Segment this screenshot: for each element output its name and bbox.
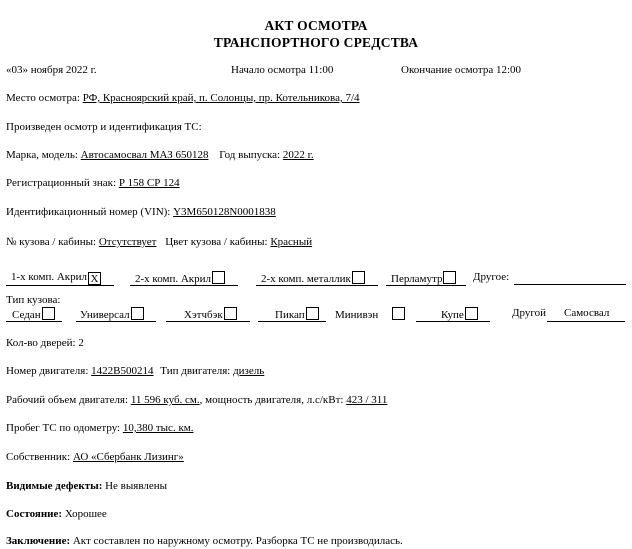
body-number-row <box>6 236 312 248</box>
title-line-2: ТРАНСПОРТНОГО СРЕДСТВА <box>213 35 419 50</box>
body-type-underline-1 <box>6 321 62 322</box>
paint-option-1-label: 1-х комп. Акрил <box>11 271 88 283</box>
condition-label: Состояние: <box>6 508 63 520</box>
place-value: РФ, Красноярский край, п. Солонцы, пр. Котельникова, 7/4 <box>82 92 360 104</box>
condition-row <box>6 508 107 520</box>
place-label: Место осмотра: <box>6 92 80 104</box>
body-type-option-2-label: Универсал <box>80 309 130 321</box>
identification-text: Произведен осмотр и идентификация ТС: <box>6 121 202 133</box>
color-label: Цвет кузова / кабины: <box>165 236 268 248</box>
paint-option-1 <box>11 271 101 285</box>
body-type-underline-3 <box>166 321 250 322</box>
body-type-option-6-label: Купе <box>441 309 464 321</box>
body-type-row <box>6 307 626 323</box>
mileage-row <box>6 422 194 434</box>
paint-other-field[interactable] <box>514 284 626 285</box>
inspection-place <box>6 92 360 104</box>
body-type-option-2 <box>80 307 144 321</box>
plate-label: Регистрационный знак: <box>6 177 117 189</box>
conclusion-label: Заключение: <box>6 535 71 547</box>
year-value: 2022 г. <box>282 149 314 161</box>
paint-option-3-label: 2-х комп. металлик <box>261 273 351 285</box>
inspection-date: «03» ноября 2022 г. <box>6 64 97 76</box>
body-type-option-4-label: Пикап <box>275 309 305 321</box>
paint-option-4-checkbox[interactable] <box>443 271 456 284</box>
body-type-option-3 <box>184 307 237 321</box>
body-type-option-2-checkbox[interactable] <box>131 307 144 320</box>
paint-option-2-checkbox[interactable] <box>212 271 225 284</box>
owner-value: АО «Сбербанк Лизинг» <box>72 451 184 463</box>
vin-label: Идентификационный номер (VIN): <box>6 206 171 218</box>
vin-row <box>6 206 276 218</box>
condition-value: Хорошее <box>64 508 107 520</box>
body-type-other-label: Другой <box>512 307 546 319</box>
engine-type-label: Тип двигателя: <box>160 365 231 377</box>
mileage-value: 10,380 тыс. км. <box>122 422 194 434</box>
conclusion-value: Акт составлен по наружному осмотру. Разборка ТС не производилась. <box>72 535 403 547</box>
body-type-option-5-checkbox[interactable] <box>392 307 405 320</box>
paint-option-3 <box>261 271 365 285</box>
owner-label: Собственник: <box>6 451 71 463</box>
paint-option-2-label: 2-х комп. Акрил <box>135 273 212 285</box>
paint-option-4-label: Перламутр <box>391 273 443 285</box>
paint-other-label: Другое: <box>473 271 510 283</box>
engine-row <box>6 365 264 377</box>
body-type-option-4-checkbox[interactable] <box>306 307 319 320</box>
power-value: 423 / 311 <box>346 394 388 406</box>
paint-option-3-checkbox[interactable] <box>352 271 365 284</box>
power-label: , мощность двигателя, л.с/кВт: <box>199 394 344 406</box>
model-value: Автосамосвал МАЗ 650128 <box>80 149 209 161</box>
registration-plate-row <box>6 177 180 189</box>
body-type-option-3-checkbox[interactable] <box>224 307 237 320</box>
body-type-option-3-label: Хэтчбэк <box>184 309 223 321</box>
body-type-label: Тип кузова: <box>6 294 61 306</box>
volume-value: 11 596 куб. см. <box>130 394 200 406</box>
doors-count: Кол-во дверей: 2 <box>6 337 84 349</box>
paint-underline-2 <box>130 285 238 286</box>
body-type-option-4 <box>275 307 319 321</box>
body-type-other-field[interactable] <box>547 321 625 322</box>
body-label: № кузова / кабины: <box>6 236 97 248</box>
engine-number-label: Номер двигателя: <box>6 365 89 377</box>
inspection-end: Окончание осмотра 12:00 <box>401 64 522 76</box>
body-type-underline-4 <box>258 321 326 322</box>
defects-label: Видимые дефекты: <box>6 480 103 492</box>
paint-underline-4 <box>386 285 466 286</box>
paint-type-row <box>6 271 626 287</box>
paint-option-4 <box>391 271 456 285</box>
inspection-start: Начало осмотра 11:00 <box>231 64 334 76</box>
body-type-option-1 <box>12 307 55 321</box>
body-type-other-value: Самосвал <box>564 307 610 319</box>
color-value: Красный <box>270 236 313 248</box>
title-line-1: АКТ ОСМОТРА <box>264 18 368 33</box>
vin-value: Y3M650128N0001838 <box>173 206 276 218</box>
paint-option-2 <box>135 271 225 285</box>
volume-label: Рабочий объем двигателя: <box>6 394 129 406</box>
conclusion-row <box>6 535 403 547</box>
body-type-option-1-label: Седан <box>12 309 41 321</box>
year-label: Год выпуска: <box>219 149 281 161</box>
body-type-option-6-checkbox[interactable] <box>465 307 478 320</box>
vehicle-model-row <box>6 149 314 161</box>
body-value: Отсутствует <box>98 236 157 248</box>
engine-type-value: дизель <box>233 365 265 377</box>
defects-row <box>6 480 167 492</box>
paint-underline-3 <box>256 285 378 286</box>
owner-row <box>6 451 184 463</box>
plate-value: Р 158 СР 124 <box>118 177 180 189</box>
mileage-label: Пробег ТС по одометру: <box>6 422 121 434</box>
body-type-underline-6 <box>416 321 490 322</box>
body-type-option-5-label: Минивэн <box>335 309 379 321</box>
model-label: Марка, модель: <box>6 149 78 161</box>
defects-value: Не выявлены <box>105 480 168 492</box>
paint-option-1-checkbox[interactable]: X <box>88 272 101 285</box>
body-type-option-1-checkbox[interactable] <box>42 307 55 320</box>
body-type-option-5 <box>335 307 405 321</box>
engine-number-value: 1422B500214 <box>91 365 154 377</box>
body-type-underline-2 <box>76 321 156 322</box>
paint-underline-1 <box>6 285 114 286</box>
engine-volume-row <box>6 394 387 406</box>
body-type-option-6 <box>441 307 478 321</box>
